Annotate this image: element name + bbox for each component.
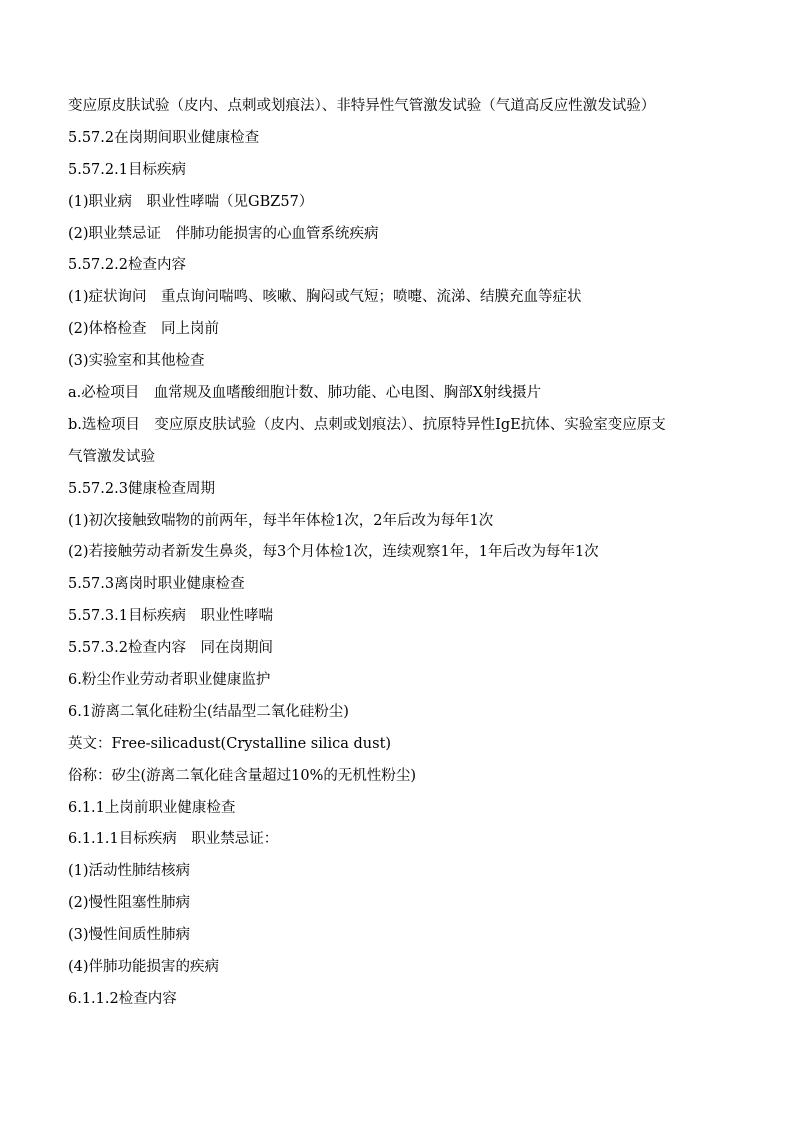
- text-line: 英文：Free-silicadust(Crystalline silica dust): [68, 735, 392, 752]
- text-line: 变应原皮肤试验（皮内、点刺或划痕法）、非特异性气管激发试验（气道高反应性激发试验）: [68, 98, 656, 114]
- list-item: (2)体格检查 同上岗前: [68, 321, 220, 338]
- list-item: (2)职业禁忌证 伴肺功能损害的心血管系统疾病: [68, 225, 379, 242]
- subsection-heading: 5.57.3.1目标疾病 职业性哮喘: [68, 608, 273, 625]
- subsection-heading: 6.1.1.2检查内容: [68, 990, 177, 1007]
- list-item: (3)实验室和其他检查: [68, 353, 205, 370]
- list-item: (2)慢性阻塞性肺病: [68, 895, 191, 912]
- list-item: (4)伴肺功能损害的疾病: [68, 959, 220, 976]
- list-item: (1)活动性肺结核病: [68, 863, 191, 880]
- section-heading: 6.1游离二氧化硅粉尘(结晶型二氧化硅粉尘): [68, 703, 349, 720]
- list-item: (1)症状询问 重点询问喘鸣、咳嗽、胸闷或气短；喷嚏、流涕、结膜充血等症状: [68, 289, 582, 306]
- subsection-heading: 6.1.1.1目标疾病 职业禁忌证：: [68, 831, 279, 848]
- list-item: (1)初次接触致喘物的前两年，每半年体检1次，2年后改为每年1次: [68, 512, 494, 529]
- list-item: b.选检项目 变应原皮肤试验（皮内、点刺或划痕法）、抗原特异性IgE抗体、实验室变应原支: [68, 416, 666, 433]
- section-heading: 5.57.3离岗时职业健康检查: [68, 576, 245, 593]
- list-item: (1)职业病 职业性哮喘（见GBZ57）: [68, 193, 314, 210]
- list-item: (2)若接触劳动者新发生鼻炎，每3个月体检1次，连续观察1年，1年后改为每年1次: [68, 544, 599, 561]
- section-heading: 5.57.2在岗期间职业健康检查: [68, 129, 260, 146]
- subsection-heading: 5.57.2.3健康检查周期: [68, 480, 215, 497]
- list-item-continuation: 气管激发试验: [68, 448, 155, 465]
- document-body: [68, 94, 738, 1019]
- list-item: (3)慢性间质性肺病: [68, 927, 191, 944]
- text-line: 俗称：矽尘(游离二氧化硅含量超过10%的无机性粉尘): [68, 767, 417, 784]
- chapter-heading: 6.粉尘作业劳动者职业健康监护: [68, 672, 271, 689]
- subsection-heading: 5.57.2.2检查内容: [68, 257, 186, 274]
- subsection-heading: 5.57.3.2检查内容 同在岗期间: [68, 640, 273, 657]
- subsection-heading: 5.57.2.1目标疾病: [68, 161, 186, 178]
- section-heading: 6.1.1上岗前职业健康检查: [68, 799, 236, 816]
- list-item: a.必检项目 血常规及血嗜酸细胞计数、肺功能、心电图、胸部X射线摄片: [68, 385, 542, 402]
